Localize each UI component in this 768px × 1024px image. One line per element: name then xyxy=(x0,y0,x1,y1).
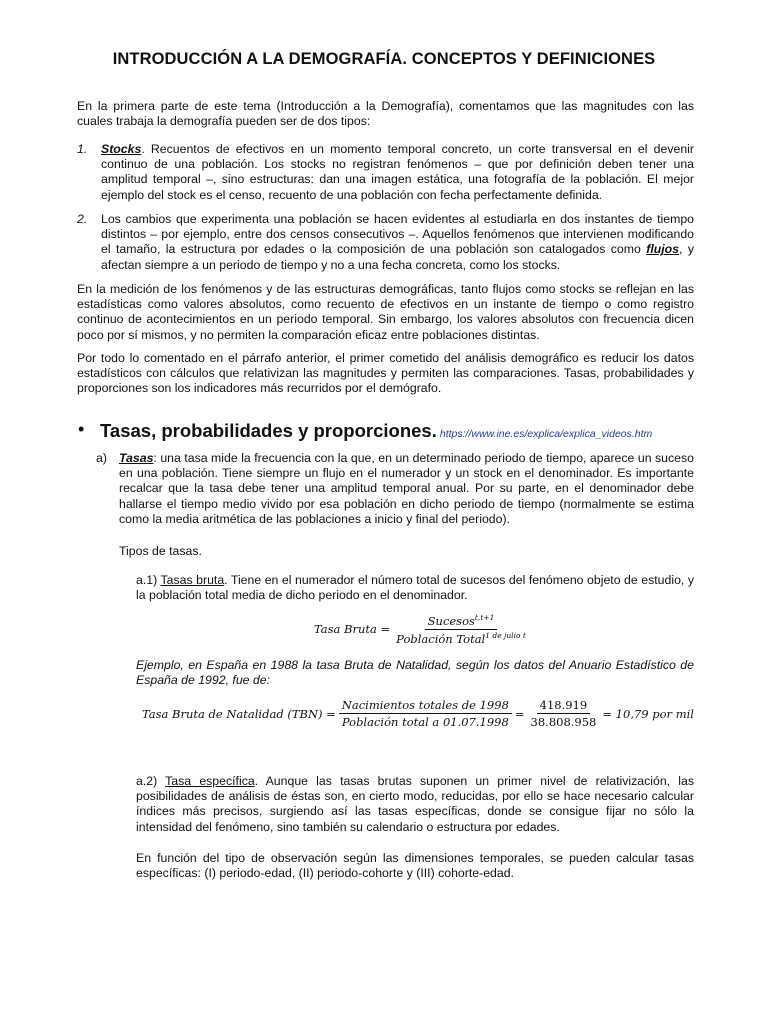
formula1-lhs: Tasa Bruta = xyxy=(314,622,391,637)
a2-term: Tasa específica xyxy=(165,774,255,788)
flujos-text-before: Los cambios que experimenta una población se hacen evidentes al estudiarla en dos instantes de tiempo distintos – por ejemplo, entre dos censos consecutivos –. Aquellos fenómenos que intervienen modificando el tamaño, la estructura por edades o la composición de una población son catalogados como xyxy=(101,212,694,257)
formula2-numerator-2: 418.919 xyxy=(537,698,591,714)
ine-videos-link[interactable]: https://www.ine.es/explica/explica_videos.htm xyxy=(439,428,653,440)
formula1-den-text: Población Total xyxy=(396,631,486,646)
tasas-text: : una tasa mide la frecuencia con la que, en un determinado periodo de tiempo, aparece un suceso en una población. Tiene siempre un flujo en el numerador y un stock en el denominador. Es importante recalcar que la tasa debe tener una amplitud temporal anual. Por su parte, en el denominador debe hallarse el tiempo medio vivido por esa población en dicho periodo de tiempo (normalmente se estima como la media aritmética de las poblaciones a inicio y final del periodo). xyxy=(119,451,694,526)
list-number-2: 2. xyxy=(77,212,88,226)
formula1-numerator xyxy=(425,613,498,630)
tasas-paragraph xyxy=(119,451,694,527)
formula1-num-sup: t,t+1 xyxy=(474,613,495,622)
formula1-fraction xyxy=(393,613,529,646)
tasas-term: Tasas xyxy=(119,451,154,465)
a1-paragraph xyxy=(136,573,694,603)
formula2-denominator-1: Población total a 01.07.1998 xyxy=(341,715,509,729)
tasas-label: a) xyxy=(96,451,107,465)
list-item-stocks xyxy=(101,142,694,203)
formula1-num-text: Sucesos xyxy=(427,613,475,628)
formula2-lhs: Tasa Bruta de Natalidad (TBN) = xyxy=(142,706,336,721)
medicion-paragraph: En la medición de los fenómenos y de las estructuras demográficas, tanto flujos como stocks se reflejan en las estadísticas como valores absolutos, como recuento de efectivos en un instante de tiempo o como registro continuo de acontecimientos en un periodo temporal. Sin embargo, los valores absolutos con frecuencia dicen poco por sí mismos, y no permiten la comparación eficaz entre poblaciones distintas. xyxy=(77,282,694,342)
a1-text: . Tiene en el numerador el número total de sucesos del fenómeno objeto de estudio, y la población total media de dicho periodo en el denominador. xyxy=(136,573,694,603)
formula1-den-sup: 1 de julio t xyxy=(485,630,526,640)
formula2-denominator-2: 38.808.958 xyxy=(530,715,597,729)
section-period: . xyxy=(431,420,437,441)
flujos-text-after: , y afectan siempre a un periodo de tiempo y no a una fecha concreta, como los stocks. xyxy=(101,242,694,272)
stocks-text: . Recuentos de efectivos en un momento temporal concreto, un corte transversal en el devenir continuo de una población. Los stocks no registran fenómenos – que por definición deben tener una amplitud temporal –, sino estructuras: dan una imagen estática, una fotografía de la población. El mejor ejemplo del stock es el censo, recuento de una población con fecha perfectamente definida. xyxy=(101,142,694,202)
formula-tasa-bruta xyxy=(314,613,532,646)
intro-paragraph: En la primera parte de este tema (Introducción a la Demografía), comentamos que las magnitudes con las cuales trabaja la demografía pueden ser de dos tipos: xyxy=(77,99,694,129)
a2-text: . Aunque las tasas brutas suponen un primer nivel de relativización, las posibilidades de análisis de éstas son, en cierto modo, reducidas, por ello se hace necesario calcular índices más precisos, surgiendo así las tasas específicas, donde se consigue fijar no sólo la intensidad del fenómeno, sino también su calendario o estructura por edades. xyxy=(136,774,694,834)
formula2-fraction-1 xyxy=(339,698,512,729)
stocks-term: Stocks xyxy=(101,142,142,156)
list-item-flujos xyxy=(101,212,694,273)
page-title: INTRODUCCIÓN A LA DEMOGRAFÍA. CONCEPTOS Y DEFINICIONES xyxy=(112,50,656,68)
a2-paragraph xyxy=(136,774,694,835)
formula1-denominator xyxy=(393,630,529,646)
formula2-equals: = xyxy=(514,706,525,721)
a1-label: a.1) xyxy=(136,573,161,587)
section-title: Tasas, probabilidades y proporciones xyxy=(100,420,432,441)
ejemplo-paragraph: Ejemplo, en España en 1988 la tasa Bruta de Natalidad, según los datos del Anuario Estadístico de España de 1992, fue de: xyxy=(136,658,694,688)
section-heading xyxy=(100,420,652,442)
formula2-fraction-2 xyxy=(528,698,600,729)
cometido-paragraph: Por todo lo comentado en el párrafo anterior, el primer cometido del análisis demográfico es reducir los datos estadísticos con cálculos que relativizan las magnitudes y permiten las comparaciones. Tasas, probabilidades y proporciones son los indicadores más recurridos por el demógrafo. xyxy=(77,351,694,396)
a1-term: Tasas bruta xyxy=(160,573,225,587)
formula-tbn xyxy=(142,698,694,729)
formula2-result: = 10,79 por mil xyxy=(602,706,694,721)
formula2-numerator-1: Nacimientos totales de 1998 xyxy=(339,698,512,714)
flujos-term: flujos xyxy=(646,242,680,257)
tipos-heading: Tipos de tasas. xyxy=(119,544,202,558)
bullet-icon: • xyxy=(78,419,85,439)
funcion-paragraph: En función del tipo de observación según las dimensiones temporales, se pueden calcular tasas específicas: (I) periodo-edad, (II) periodo-cohorte y (III) cohorte-edad. xyxy=(136,851,694,881)
a2-label: a.2) xyxy=(136,774,166,788)
list-number-1: 1. xyxy=(77,142,88,156)
